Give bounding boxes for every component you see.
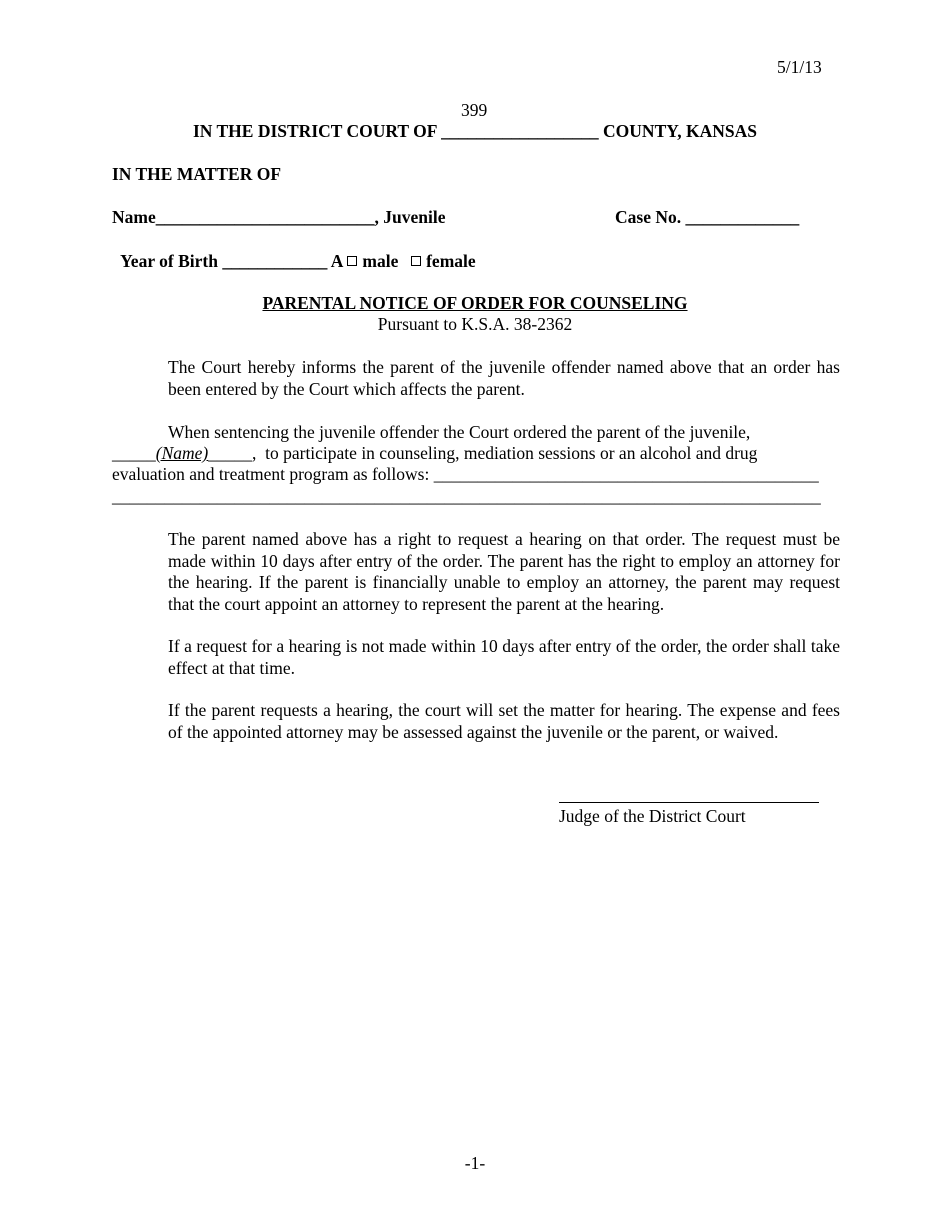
year-of-birth-row xyxy=(112,229,476,272)
document-subtitle: Pursuant to K.S.A. 38-2362 xyxy=(377,314,573,334)
form-number: 399 xyxy=(461,100,488,120)
paragraph-2-line-2 xyxy=(112,443,757,465)
matter-of-heading: IN THE MATTER OF xyxy=(112,164,282,184)
signature-label: Judge of the District Court xyxy=(559,806,746,826)
page-number: -1- xyxy=(464,1153,486,1173)
paragraph-5-text: If the parent requests a hearing, the court will set the matter for hearing. The expense and fees of the appointed attorney may be assessed against the juvenile or the parent, or waived. xyxy=(168,700,840,742)
male-label: male xyxy=(362,250,399,271)
paragraph-1-text: The Court hereby informs the parent of the juvenile offender named above that an order has been entered by the Court which affects the parent. xyxy=(168,357,840,399)
paragraph-2-line-1: When sentencing the juvenile offender the Court ordered the parent of the juvenile, xyxy=(168,422,751,442)
female-checkbox[interactable] xyxy=(411,256,421,266)
paragraph-2-line-4: _________________________________________________________________________________ xyxy=(112,486,821,506)
parent-name-blank-post: _____, xyxy=(208,443,257,463)
paragraph-3 xyxy=(112,529,840,615)
signature-line xyxy=(559,802,819,803)
paragraph-2-line-3: evaluation and treatment program as follows: ____________________________________________ xyxy=(112,464,819,484)
female-label: female xyxy=(426,250,476,271)
court-heading: IN THE DISTRICT COURT OF __________________ COUNTY, KANSAS xyxy=(192,121,758,141)
paragraph-1 xyxy=(112,357,840,400)
parent-name-field[interactable]: (Name) xyxy=(155,443,209,463)
paragraph-5 xyxy=(112,700,840,743)
year-of-birth-field: Year of Birth ____________ A xyxy=(120,250,344,271)
paragraph-3-text: The parent named above has a right to request a hearing on that order. The request must be made within 10 days after entry of the order. The parent has the right to employ an attorney for the hearing. If the parent is financially unable to employ an attorney, the parent may request that the court appoint an attorney to represent the parent at the hearing. xyxy=(168,529,840,614)
paragraph-4 xyxy=(112,636,840,679)
document-title: PARENTAL NOTICE OF ORDER FOR COUNSELING xyxy=(262,293,688,313)
form-date: 5/1/13 xyxy=(777,57,822,77)
parent-name-blank-pre: _____ xyxy=(112,443,156,463)
juvenile-name-field: Name_________________________, Juvenile xyxy=(112,207,446,227)
case-number-field: Case No. _____________ xyxy=(615,207,800,227)
paragraph-4-text: If a request for a hearing is not made within 10 days after entry of the order, the order shall take effect at that time. xyxy=(168,636,840,678)
paragraph-2-line-2-text: to participate in counseling, mediation sessions or an alcohol and drug xyxy=(265,443,758,463)
male-checkbox[interactable] xyxy=(347,256,357,266)
